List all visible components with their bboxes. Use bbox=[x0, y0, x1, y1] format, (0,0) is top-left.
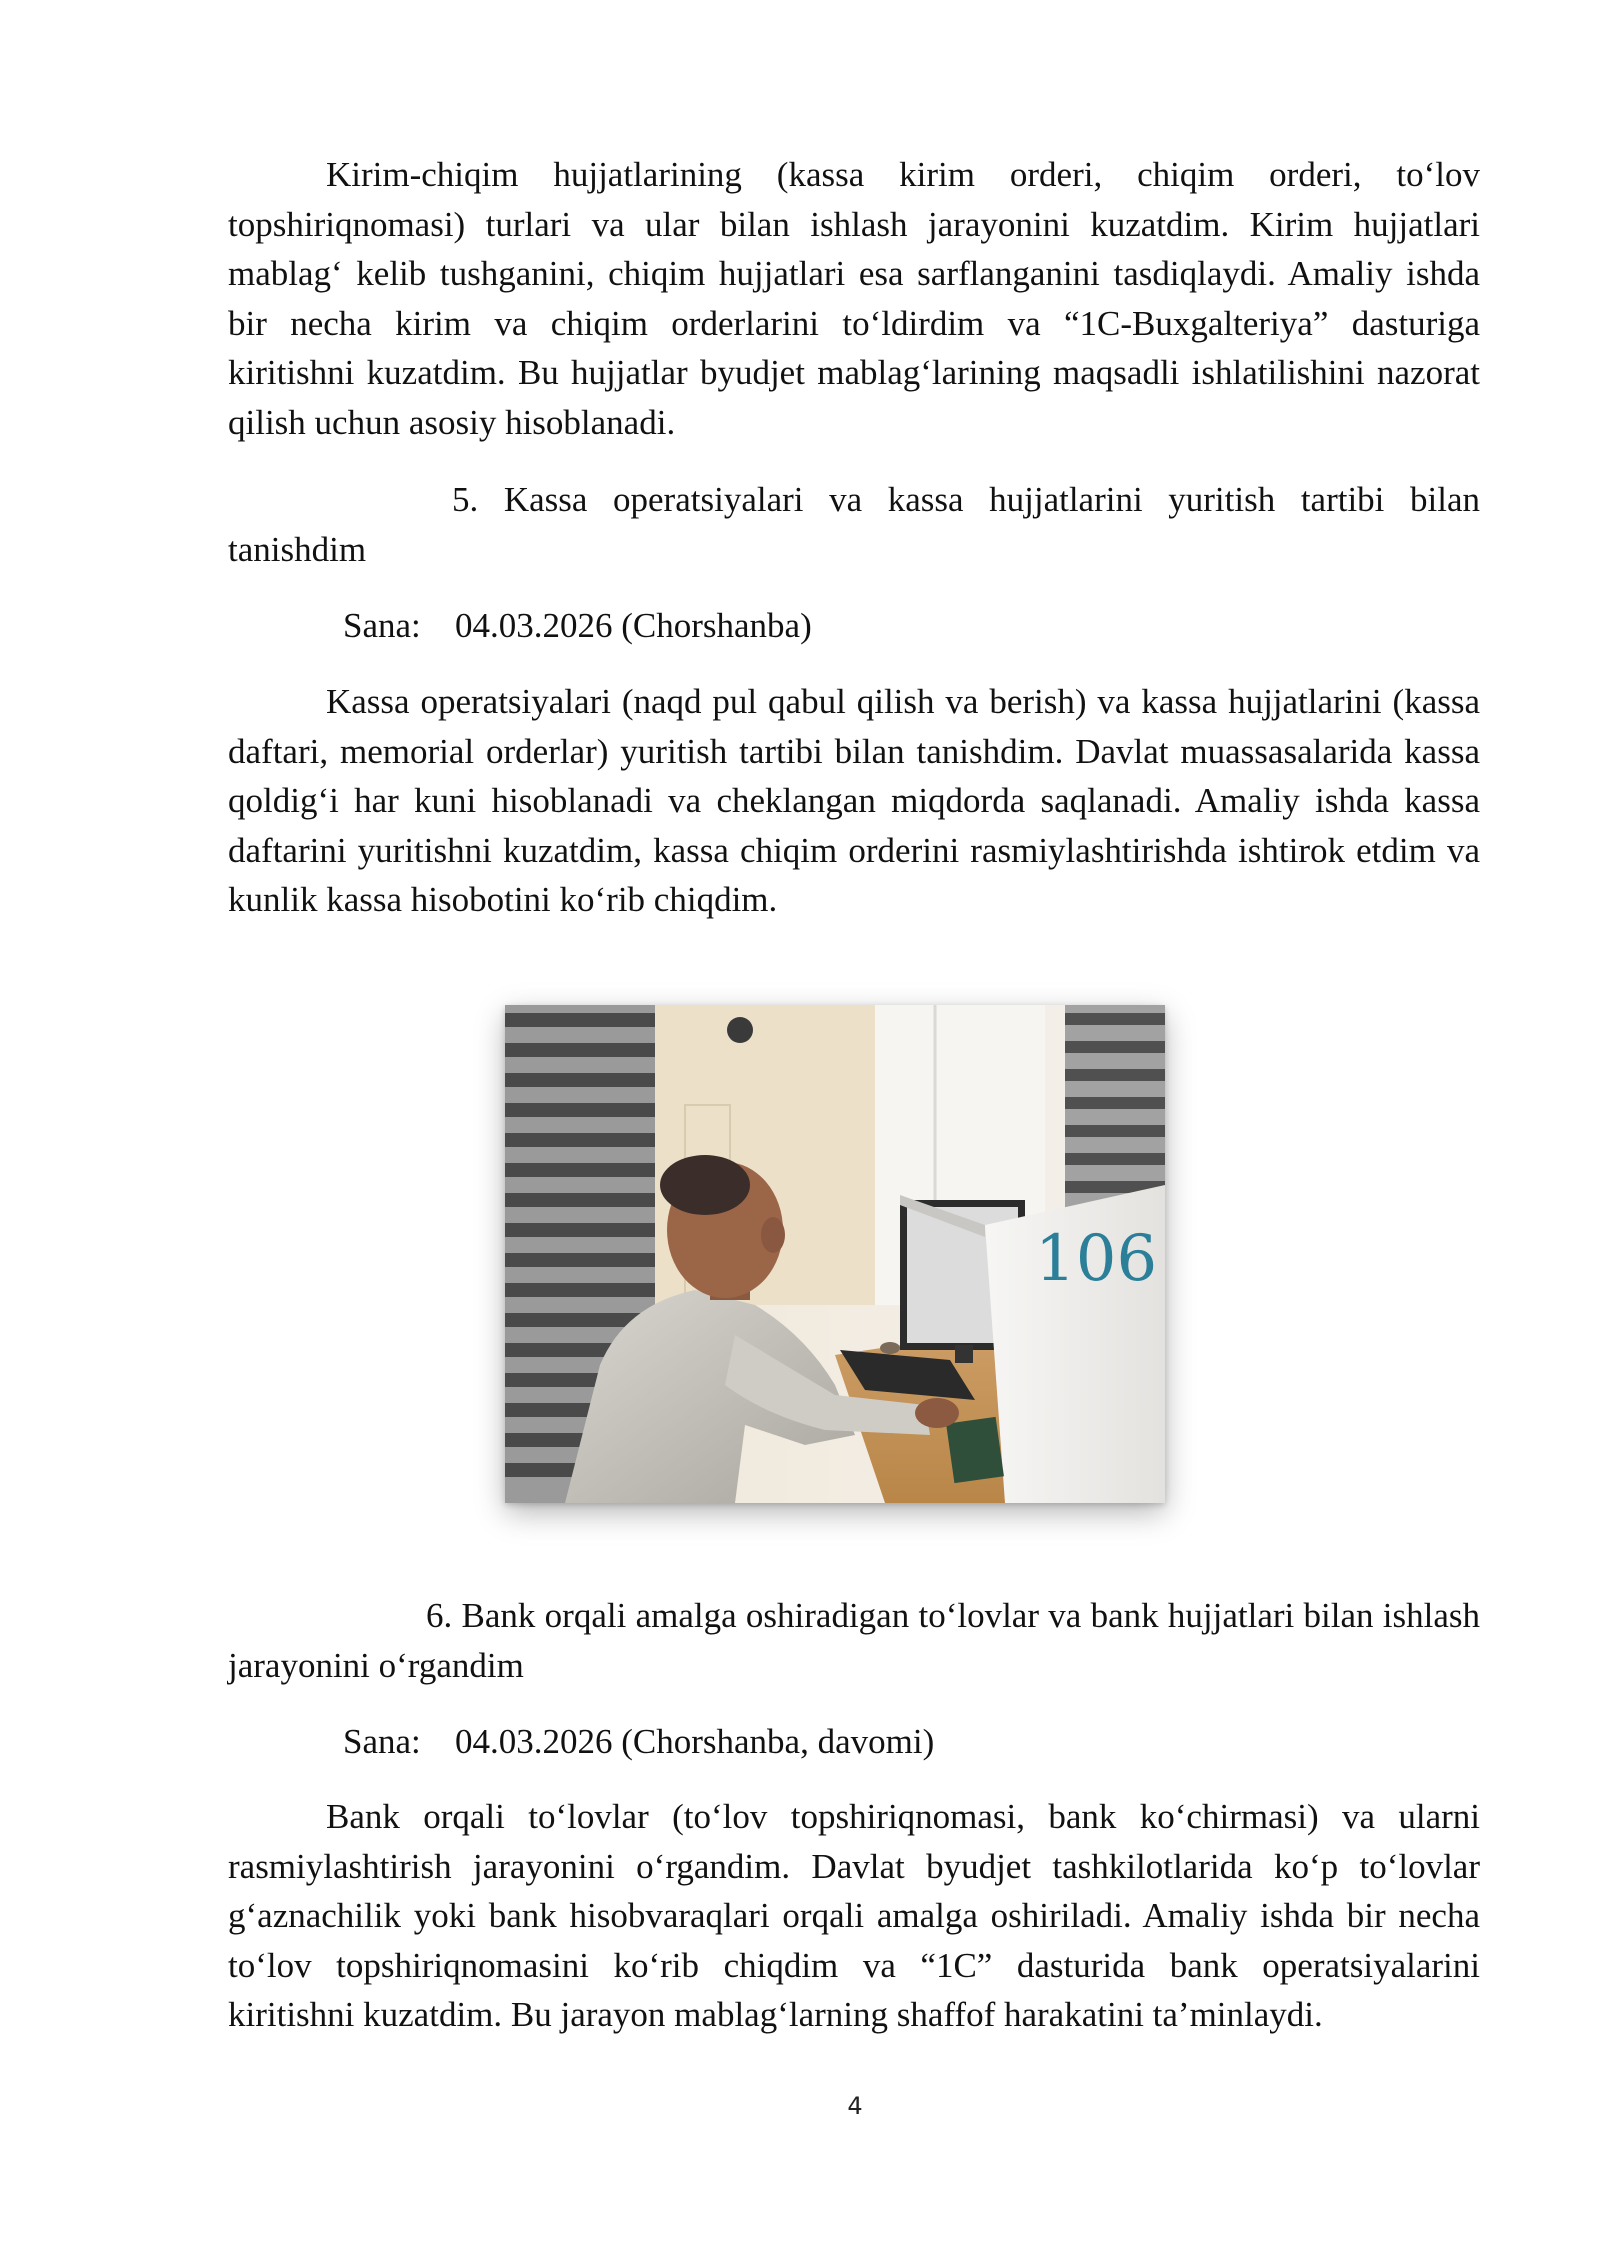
page-number: 4 bbox=[847, 2092, 863, 2120]
section-6-heading: 6. Bank orqali amalga oshiradigan to‘lovlar va bank hujjatlari bilan ishlash jarayonini o‘rgandim bbox=[228, 1596, 1480, 1685]
section-6-body: Bank orqali to‘lovlar (to‘lov topshiriqnomasi, bank ko‘chirmasi) va ularni rasmiylashtirish jarayonini o‘rgandim. Davlat byudjet tashkilotlarida ko‘p to‘lovlar g‘aznachilik yoki bank hisobvaraqlari orqali amalga oshiriladi. Amaliy ishda bir necha to‘lov topshiriqnomasini ko‘rib chiqdim va “1C” dasturida bank operatsiyalarini kiritishni kuzatdim. Bu jarayon mablag‘larning shaffof harakatini ta’minlaydi. bbox=[228, 1797, 1480, 2034]
section-5-body: Kassa operatsiyalari (naqd pul qabul qilish va berish) va kassa hujjatlarini (kassa daftari, memorial orderlar) yuritish tartibi bilan tanishdim. Davlat muassasalarida kassa qoldig‘i har kuni hisoblanadi va cheklangan miqdorda saqlanadi. Amaliy ishda kassa daftarini yuritishni kuzatdim, kassa chiqim orderini rasmiylashtirishda ishtirok etdim va kunlik kassa hisobotini ko‘rib chiqdim. bbox=[228, 682, 1480, 919]
office-photo bbox=[505, 1005, 1165, 1503]
date-value: 04.03.2026 (Chorshanba, davomi) bbox=[455, 1722, 935, 1761]
date-label: Sana: bbox=[343, 1722, 421, 1761]
date-label: Sana: bbox=[343, 606, 421, 645]
section-5-heading: 5. Kassa operatsiyalari va kassa hujjatlarini yuritish tartibi bilan tanishdim bbox=[228, 480, 1480, 569]
booth-number: 106 bbox=[1035, 1222, 1158, 1296]
paragraph-document-types: Kirim-chiqim hujjatlarining (kassa kirim orderi, chiqim orderi, to‘lov topshiriqnomasi) turlari va ular bilan ishlash jarayonini kuzatdim. Kirim hujjatlari mablag‘ kelib tushganini, chiqim hujjatlari esa sarflanganini tasdiqlaydi. Amaliy ishda bir necha kirim va chiqim orderlarini to‘ldirdim va “1C-Buxgalteriya” dasturiga kiritishni kuzatdim. Bu hujjatlar byudjet mablag‘larining maqsadli ishlatilishini nazorat qilish uchun asosiy hisoblanadi. bbox=[228, 155, 1480, 442]
section-6-date bbox=[228, 1717, 1480, 1767]
photo-illustration bbox=[505, 1005, 1165, 1503]
section-5-date bbox=[228, 601, 1480, 651]
date-value: 04.03.2026 (Chorshanba) bbox=[455, 606, 812, 645]
